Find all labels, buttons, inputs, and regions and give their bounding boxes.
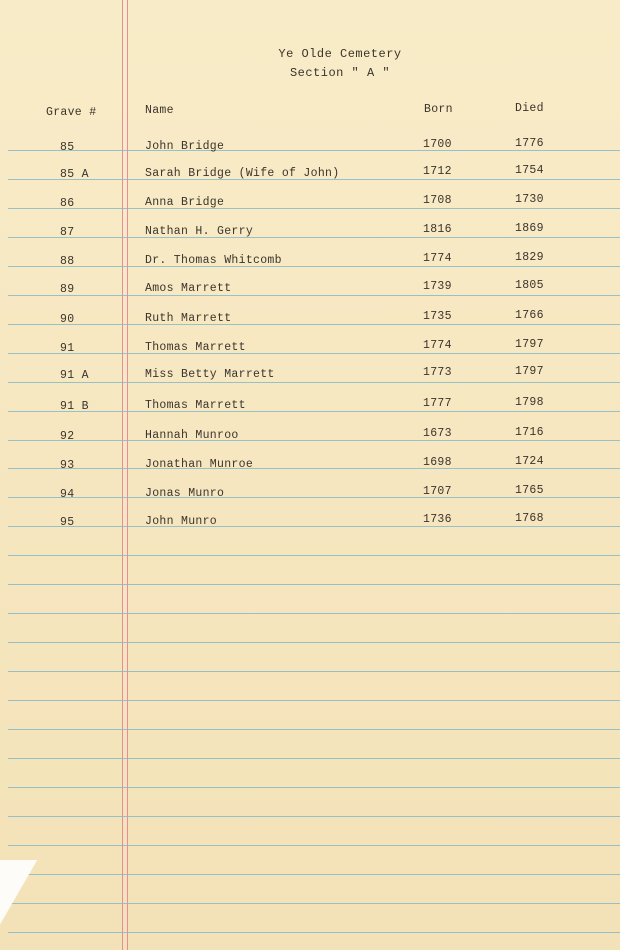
grave-cell: 85 bbox=[60, 141, 75, 154]
name-cell: Anna Bridge bbox=[145, 196, 225, 209]
died-cell: 1797 bbox=[515, 338, 544, 351]
rule-line bbox=[8, 700, 620, 701]
rule-line bbox=[8, 353, 620, 354]
born-cell: 1708 bbox=[423, 194, 452, 207]
rule-line bbox=[8, 555, 620, 556]
column-header-grave: Grave # bbox=[46, 106, 97, 119]
column-header-name: Name bbox=[145, 104, 174, 117]
born-cell: 1673 bbox=[423, 427, 452, 440]
rule-line bbox=[8, 787, 620, 788]
rule-line bbox=[8, 468, 620, 469]
name-cell: Jonathan Munroe bbox=[145, 458, 254, 471]
grave-cell: 93 bbox=[60, 459, 75, 472]
born-cell: 1700 bbox=[423, 138, 452, 151]
rule-line bbox=[8, 932, 620, 933]
name-cell: Amos Marrett bbox=[145, 282, 232, 295]
name-cell: Jonas Munro bbox=[145, 487, 225, 500]
rule-line bbox=[8, 642, 620, 643]
born-cell: 1773 bbox=[423, 366, 452, 379]
rule-line bbox=[8, 671, 620, 672]
grave-cell: 91 B bbox=[60, 400, 89, 413]
grave-cell: 91 A bbox=[60, 369, 89, 382]
grave-cell: 94 bbox=[60, 488, 75, 501]
rule-line bbox=[8, 324, 620, 325]
rule-line bbox=[8, 382, 620, 383]
name-cell: Thomas Marrett bbox=[145, 341, 246, 354]
grave-cell: 85 A bbox=[60, 168, 89, 181]
rule-line bbox=[8, 584, 620, 585]
rule-line bbox=[8, 729, 620, 730]
column-header-died: Died bbox=[515, 102, 544, 115]
died-cell: 1724 bbox=[515, 455, 544, 468]
column-header-born: Born bbox=[424, 103, 453, 116]
name-cell: Miss Betty Marrett bbox=[145, 368, 275, 381]
born-cell: 1816 bbox=[423, 223, 452, 236]
rule-line bbox=[8, 497, 620, 498]
born-cell: 1777 bbox=[423, 397, 452, 410]
rule-line bbox=[8, 411, 620, 412]
died-cell: 1765 bbox=[515, 484, 544, 497]
rule-line bbox=[8, 816, 620, 817]
name-cell: John Bridge bbox=[145, 140, 225, 153]
grave-cell: 92 bbox=[60, 430, 75, 443]
born-cell: 1739 bbox=[423, 280, 452, 293]
name-cell: Hannah Munroo bbox=[145, 429, 239, 442]
name-cell: John Munro bbox=[145, 515, 218, 528]
born-cell: 1736 bbox=[423, 513, 452, 526]
grave-cell: 95 bbox=[60, 516, 75, 529]
born-cell: 1774 bbox=[423, 252, 452, 265]
died-cell: 1730 bbox=[515, 193, 544, 206]
name-cell: Nathan H. Gerry bbox=[145, 225, 254, 238]
margin-line bbox=[122, 0, 123, 950]
rule-line bbox=[8, 266, 620, 267]
died-cell: 1766 bbox=[515, 309, 544, 322]
rule-line bbox=[8, 874, 620, 875]
grave-cell: 91 bbox=[60, 342, 75, 355]
folded-corner bbox=[0, 860, 40, 950]
name-cell: Thomas Marrett bbox=[145, 399, 246, 412]
rule-line bbox=[8, 440, 620, 441]
grave-cell: 88 bbox=[60, 255, 75, 268]
died-cell: 1797 bbox=[515, 365, 544, 378]
rule-line bbox=[8, 208, 620, 209]
died-cell: 1869 bbox=[515, 222, 544, 235]
died-cell: 1829 bbox=[515, 251, 544, 264]
name-cell: Sarah Bridge (Wife of John) bbox=[145, 167, 340, 180]
died-cell: 1776 bbox=[515, 137, 544, 150]
rule-line bbox=[8, 295, 620, 296]
born-cell: 1698 bbox=[423, 456, 452, 469]
born-cell: 1735 bbox=[423, 310, 452, 323]
document-subtitle: Section " A " bbox=[289, 66, 391, 80]
died-cell: 1716 bbox=[515, 426, 544, 439]
rule-line bbox=[8, 150, 620, 151]
rule-line bbox=[8, 237, 620, 238]
rule-line bbox=[8, 526, 620, 527]
died-cell: 1805 bbox=[515, 279, 544, 292]
died-cell: 1798 bbox=[515, 396, 544, 409]
born-cell: 1712 bbox=[423, 165, 452, 178]
rule-line bbox=[8, 903, 620, 904]
died-cell: 1754 bbox=[515, 164, 544, 177]
grave-cell: 89 bbox=[60, 283, 75, 296]
grave-cell: 87 bbox=[60, 226, 75, 239]
born-cell: 1707 bbox=[423, 485, 452, 498]
rule-line bbox=[8, 845, 620, 846]
rule-line bbox=[8, 758, 620, 759]
grave-cell: 90 bbox=[60, 313, 75, 326]
document-title: Ye Olde Cemetery bbox=[278, 47, 402, 61]
born-cell: 1774 bbox=[423, 339, 452, 352]
rule-line bbox=[8, 613, 620, 614]
name-cell: Ruth Marrett bbox=[145, 312, 232, 325]
name-cell: Dr. Thomas Whitcomb bbox=[145, 254, 282, 267]
died-cell: 1768 bbox=[515, 512, 544, 525]
margin-line bbox=[127, 0, 128, 950]
grave-cell: 86 bbox=[60, 197, 75, 210]
